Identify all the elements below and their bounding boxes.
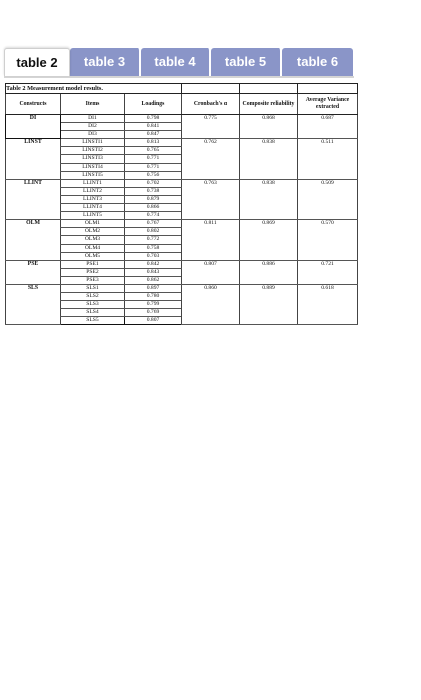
item-code: DI3 xyxy=(61,131,125,139)
item-code: LLINT1 xyxy=(61,179,125,187)
tab-table-4[interactable]: table 4 xyxy=(141,48,211,76)
table-row xyxy=(6,260,358,268)
construct-name: LLINT xyxy=(6,179,61,219)
item-code: SLS5 xyxy=(61,317,125,325)
ave-value: 0.721 xyxy=(298,260,358,284)
cronbach-alpha-value: 0.860 xyxy=(182,284,240,324)
item-loading: 0.774 xyxy=(125,212,182,220)
item-loading: 0.813 xyxy=(125,139,182,147)
item-code: PSE1 xyxy=(61,260,125,268)
item-loading: 0.879 xyxy=(125,195,182,203)
item-code: DI1 xyxy=(61,115,125,123)
item-code: LLINT2 xyxy=(61,187,125,195)
item-code: LINSTI4 xyxy=(61,163,125,171)
construct-name: SLS xyxy=(6,284,61,324)
cronbach-alpha-value: 0.775 xyxy=(182,115,240,139)
measurement-model-table xyxy=(5,83,358,325)
item-loading: 0.802 xyxy=(125,228,182,236)
cronbach-alpha-value: 0.763 xyxy=(182,179,240,219)
header-constructs: Constructs xyxy=(6,94,61,115)
item-code: DI2 xyxy=(61,123,125,131)
construct-name: DI xyxy=(6,115,61,139)
header-cronbach-alpha: Cronbach's α xyxy=(182,94,240,115)
item-loading: 0.897 xyxy=(125,284,182,292)
table-body xyxy=(6,84,358,325)
cronbach-alpha-value: 0.811 xyxy=(182,220,240,260)
table-row xyxy=(6,139,358,147)
item-code: SLS3 xyxy=(61,301,125,309)
tab-table-3[interactable]: table 3 xyxy=(70,48,141,76)
item-code: LINSTI3 xyxy=(61,155,125,163)
item-code: LLINT4 xyxy=(61,204,125,212)
item-loading: 0.843 xyxy=(125,268,182,276)
item-code: LLINT5 xyxy=(61,212,125,220)
item-code: LINSTI2 xyxy=(61,147,125,155)
table-caption: Table 2 Measurement model results. xyxy=(6,84,182,94)
item-code: LINSTI1 xyxy=(61,139,125,147)
item-code: SLS4 xyxy=(61,309,125,317)
item-loading: 0.771 xyxy=(125,163,182,171)
item-loading: 0.765 xyxy=(125,147,182,155)
composite-reliability-value: 0.886 xyxy=(240,260,298,284)
item-loading: 0.807 xyxy=(125,317,182,325)
item-loading: 0.866 xyxy=(125,204,182,212)
construct-name: OLM xyxy=(6,220,61,260)
item-loading: 0.842 xyxy=(125,260,182,268)
table-row xyxy=(6,179,358,187)
ave-value: 0.618 xyxy=(298,284,358,324)
table-row xyxy=(6,284,358,292)
cronbach-alpha-value: 0.762 xyxy=(182,139,240,179)
item-code: OLM4 xyxy=(61,244,125,252)
construct-name: PSE xyxy=(6,260,61,284)
item-loading: 0.847 xyxy=(125,131,182,139)
item-loading: 0.862 xyxy=(125,276,182,284)
ave-value: 0.570 xyxy=(298,220,358,260)
item-loading: 0.767 xyxy=(125,220,182,228)
ave-value: 0.511 xyxy=(298,139,358,179)
header-items: Items xyxy=(61,94,125,115)
header-composite-reliability: Composite reliability xyxy=(240,94,298,115)
item-loading: 0.799 xyxy=(125,301,182,309)
item-loading: 0.772 xyxy=(125,236,182,244)
header-loadings: Loadings xyxy=(125,94,182,115)
item-loading: 0.841 xyxy=(125,123,182,131)
item-loading: 0.756 xyxy=(125,171,182,179)
item-code: OLM1 xyxy=(61,220,125,228)
composite-reliability-value: 0.869 xyxy=(240,220,298,260)
item-loading: 0.703 xyxy=(125,252,182,260)
item-loading: 0.702 xyxy=(125,179,182,187)
item-code: OLM5 xyxy=(61,252,125,260)
composite-reliability-value: 0.868 xyxy=(240,115,298,139)
table-caption-row xyxy=(6,84,358,94)
item-code: PSE3 xyxy=(61,276,125,284)
construct-name: LINST xyxy=(6,139,61,179)
item-code: SLS1 xyxy=(61,284,125,292)
table-row xyxy=(6,220,358,228)
item-loading: 0.771 xyxy=(125,155,182,163)
header-row xyxy=(6,94,358,115)
item-loading: 0.769 xyxy=(125,309,182,317)
item-code: LINSTI5 xyxy=(61,171,125,179)
composite-reliability-value: 0.838 xyxy=(240,139,298,179)
tab-table-6[interactable]: table 6 xyxy=(282,48,353,76)
item-loading: 0.738 xyxy=(125,187,182,195)
ave-value: 0.509 xyxy=(298,179,358,219)
tab-table-2[interactable]: table 2 xyxy=(4,48,70,76)
tab-bar xyxy=(4,48,354,78)
tab-table-5[interactable]: table 5 xyxy=(211,48,282,76)
item-loading: 0.798 xyxy=(125,115,182,123)
composite-reliability-value: 0.838 xyxy=(240,179,298,219)
item-code: OLM2 xyxy=(61,228,125,236)
item-loading: 0.780 xyxy=(125,293,182,301)
cronbach-alpha-value: 0.807 xyxy=(182,260,240,284)
ave-value: 0.687 xyxy=(298,115,358,139)
item-code: LLINT3 xyxy=(61,195,125,203)
item-loading: 0.758 xyxy=(125,244,182,252)
item-code: SLS2 xyxy=(61,293,125,301)
table-row xyxy=(6,115,358,123)
header-ave: Average Variance extracted xyxy=(298,94,358,115)
item-code: OLM3 xyxy=(61,236,125,244)
item-code: PSE2 xyxy=(61,268,125,276)
composite-reliability-value: 0.889 xyxy=(240,284,298,324)
